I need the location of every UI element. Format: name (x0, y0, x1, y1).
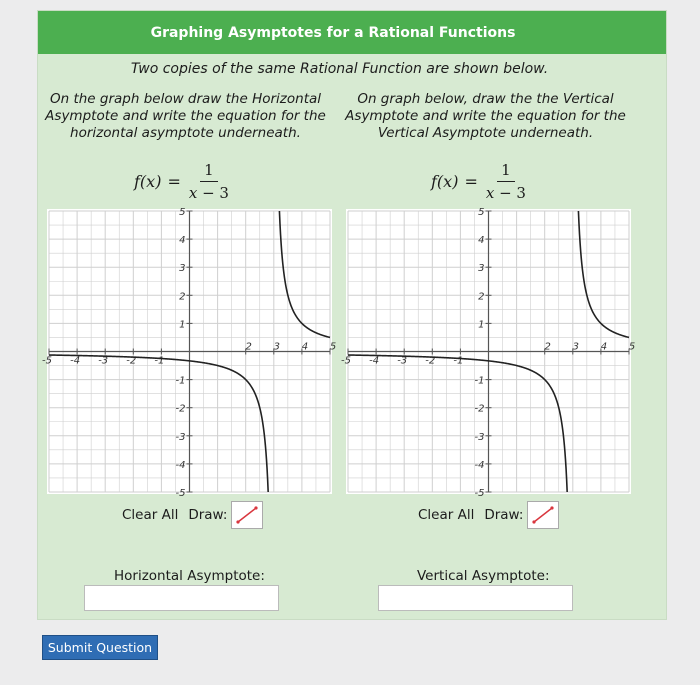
y-tick-label: -3 (474, 431, 485, 443)
denominator-variable: x (188, 184, 198, 202)
fraction (486, 161, 526, 202)
submit-question-button[interactable]: Submit Question (42, 635, 158, 660)
right-toolbar (414, 501, 559, 529)
x-tick-label: -4 (369, 355, 380, 367)
y-tick-label: 2 (179, 291, 186, 303)
y-tick-label: -5 (175, 488, 186, 499)
left-branch-curve (49, 355, 268, 492)
x-tick-label: 2 (544, 341, 551, 353)
x-tick-label: 4 (301, 341, 309, 353)
y-tick-label: 4 (478, 235, 485, 247)
y-tick-label: -3 (175, 431, 186, 443)
y-tick-label: 3 (179, 263, 186, 275)
question-title: Graphing Asymptotes for a Rational Functions (38, 11, 666, 54)
x-tick-label: 5 (329, 341, 337, 353)
question-subtitle: Two copies of the same Rational Function are shown below. (130, 61, 549, 77)
y-tick-label: 4 (179, 235, 186, 247)
denominator-variable: x (485, 184, 495, 202)
y-tick-label: 3 (478, 263, 485, 275)
line-segment-tool-button[interactable] (527, 501, 559, 529)
x-tick-label: -3 (98, 355, 109, 367)
graph-svg[interactable] (42, 207, 337, 499)
x-tick-label: 2 (245, 341, 252, 353)
left-instruction: On the graph below draw the Horizontal Asymptote and write the equation for the horizontal asymptote underneath. (45, 91, 326, 141)
equals-sign: = (167, 172, 181, 191)
x-tick-label: -3 (397, 355, 408, 367)
denominator-rest: − 3 (494, 184, 526, 202)
draw-label: Draw: (484, 507, 524, 523)
left-toolbar (118, 501, 263, 529)
horizontal-asymptote-input[interactable] (84, 585, 279, 611)
line-segment-icon (234, 504, 260, 526)
x-tick-label: -4 (70, 355, 81, 367)
x-tick-label: 3 (572, 341, 579, 353)
x-tick-label: -2 (425, 355, 436, 367)
x-tick-label: -1 (453, 355, 464, 367)
draw-label: Draw: (188, 507, 228, 523)
vertical-asymptote-label: Vertical Asymptote: (417, 568, 550, 584)
right-graph-canvas[interactable] (341, 207, 636, 499)
y-tick-label: 1 (179, 319, 186, 331)
left-graph-canvas[interactable] (42, 207, 337, 499)
numerator: 1 (497, 161, 515, 182)
line-segment-tool-button[interactable] (231, 501, 263, 529)
fraction (189, 161, 229, 202)
x-tick-label: -5 (42, 355, 52, 367)
horizontal-asymptote-label: Horizontal Asymptote: (114, 568, 265, 584)
numerator: 1 (200, 161, 218, 182)
question-card (37, 10, 667, 620)
equals-sign: = (464, 172, 478, 191)
denominator-rest: − 3 (197, 184, 229, 202)
left-formula (134, 161, 229, 202)
graph-svg[interactable] (341, 207, 636, 499)
function-name: f(x) (134, 172, 162, 191)
x-tick-label: -5 (341, 355, 351, 367)
y-tick-label: -5 (474, 488, 485, 499)
right-branch-curve (279, 211, 330, 337)
y-tick-label: 1 (478, 319, 485, 331)
denominator (486, 182, 526, 202)
y-tick-label: -1 (175, 375, 186, 387)
clear-all-button[interactable]: Clear All (418, 507, 475, 523)
line-segment-icon (530, 504, 556, 526)
y-tick-label: 5 (478, 207, 485, 218)
denominator (189, 182, 229, 202)
y-tick-label: -4 (175, 459, 186, 471)
function-name: f(x) (431, 172, 459, 191)
x-tick-label: 3 (273, 341, 280, 353)
y-tick-label: 2 (478, 291, 485, 303)
x-tick-label: -1 (154, 355, 165, 367)
y-tick-label: -2 (474, 403, 485, 415)
clear-all-button[interactable]: Clear All (122, 507, 179, 523)
x-tick-label: -2 (126, 355, 137, 367)
x-tick-label: 5 (628, 341, 636, 353)
x-tick-label: 4 (600, 341, 608, 353)
y-tick-label: -4 (474, 459, 485, 471)
left-branch-curve (348, 355, 567, 492)
y-tick-label: -2 (175, 403, 186, 415)
right-instruction: On graph below, draw the the Vertical Asymptote and write the equation for the Vertical Asymptote underneath. (345, 91, 626, 141)
y-tick-label: -1 (474, 375, 485, 387)
right-branch-curve (578, 211, 629, 337)
y-tick-label: 5 (179, 207, 186, 218)
vertical-asymptote-input[interactable] (378, 585, 573, 611)
right-formula (431, 161, 526, 202)
